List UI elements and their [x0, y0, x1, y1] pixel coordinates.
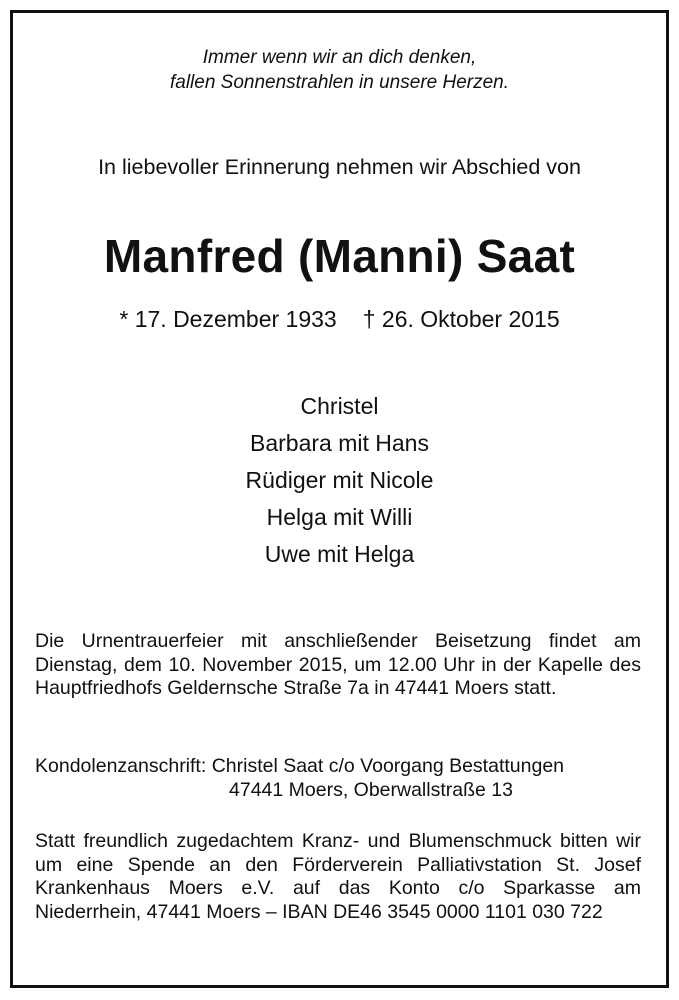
family-member: Barbara mit Hans	[250, 430, 429, 456]
family-list	[0, 388, 679, 573]
intro-text: In liebevoller Erinnerung nehmen wir Abschied von	[98, 155, 581, 179]
condolence-address	[35, 755, 641, 802]
motto-line-2: fallen Sonnenstrahlen in unsere Herzen.	[169, 72, 510, 93]
death-date: † 26. Oktober 2015	[362, 306, 560, 332]
deceased-name: Manfred (Manni) Saat	[103, 230, 576, 282]
condolence-line-2: 47441 Moers, Oberwallstraße 13	[229, 778, 513, 801]
motto	[0, 45, 679, 95]
family-member: Christel	[300, 393, 379, 419]
ceremony-paragraph: Die Urnentrauerfeier mit anschließender Beisetzung findet am Dienstag, dem 10. November 2015, um 12.00 Uhr in der Kapelle des Hauptfriedhofs Geldernsche Straße 7a in 47441 Moers statt.	[35, 630, 641, 699]
birth-date: * 17. Dezember 1933	[119, 306, 337, 332]
life-dates	[0, 306, 679, 333]
family-member: Rüdiger mit Nicole	[245, 467, 434, 493]
condolence-line-1: Kondolenzanschrift: Christel Saat c/o Voorgang Bestattungen	[35, 755, 565, 777]
family-member: Uwe mit Helga	[264, 541, 415, 567]
donation-paragraph: Statt freundlich zugedachtem Kranz- und Blumenschmuck bitten wir um eine Spende an den Förderverein Palliativstation St. Josef Krankenhaus Moers e.V. auf das Konto c/o Sparkasse am Niederrhein, 47441 Moers – IBAN DE46 3545 0000 1101 030 722	[35, 830, 641, 923]
family-member: Helga mit Willi	[266, 504, 413, 530]
motto-line-1: Immer wenn wir an dich denken,	[202, 47, 477, 68]
